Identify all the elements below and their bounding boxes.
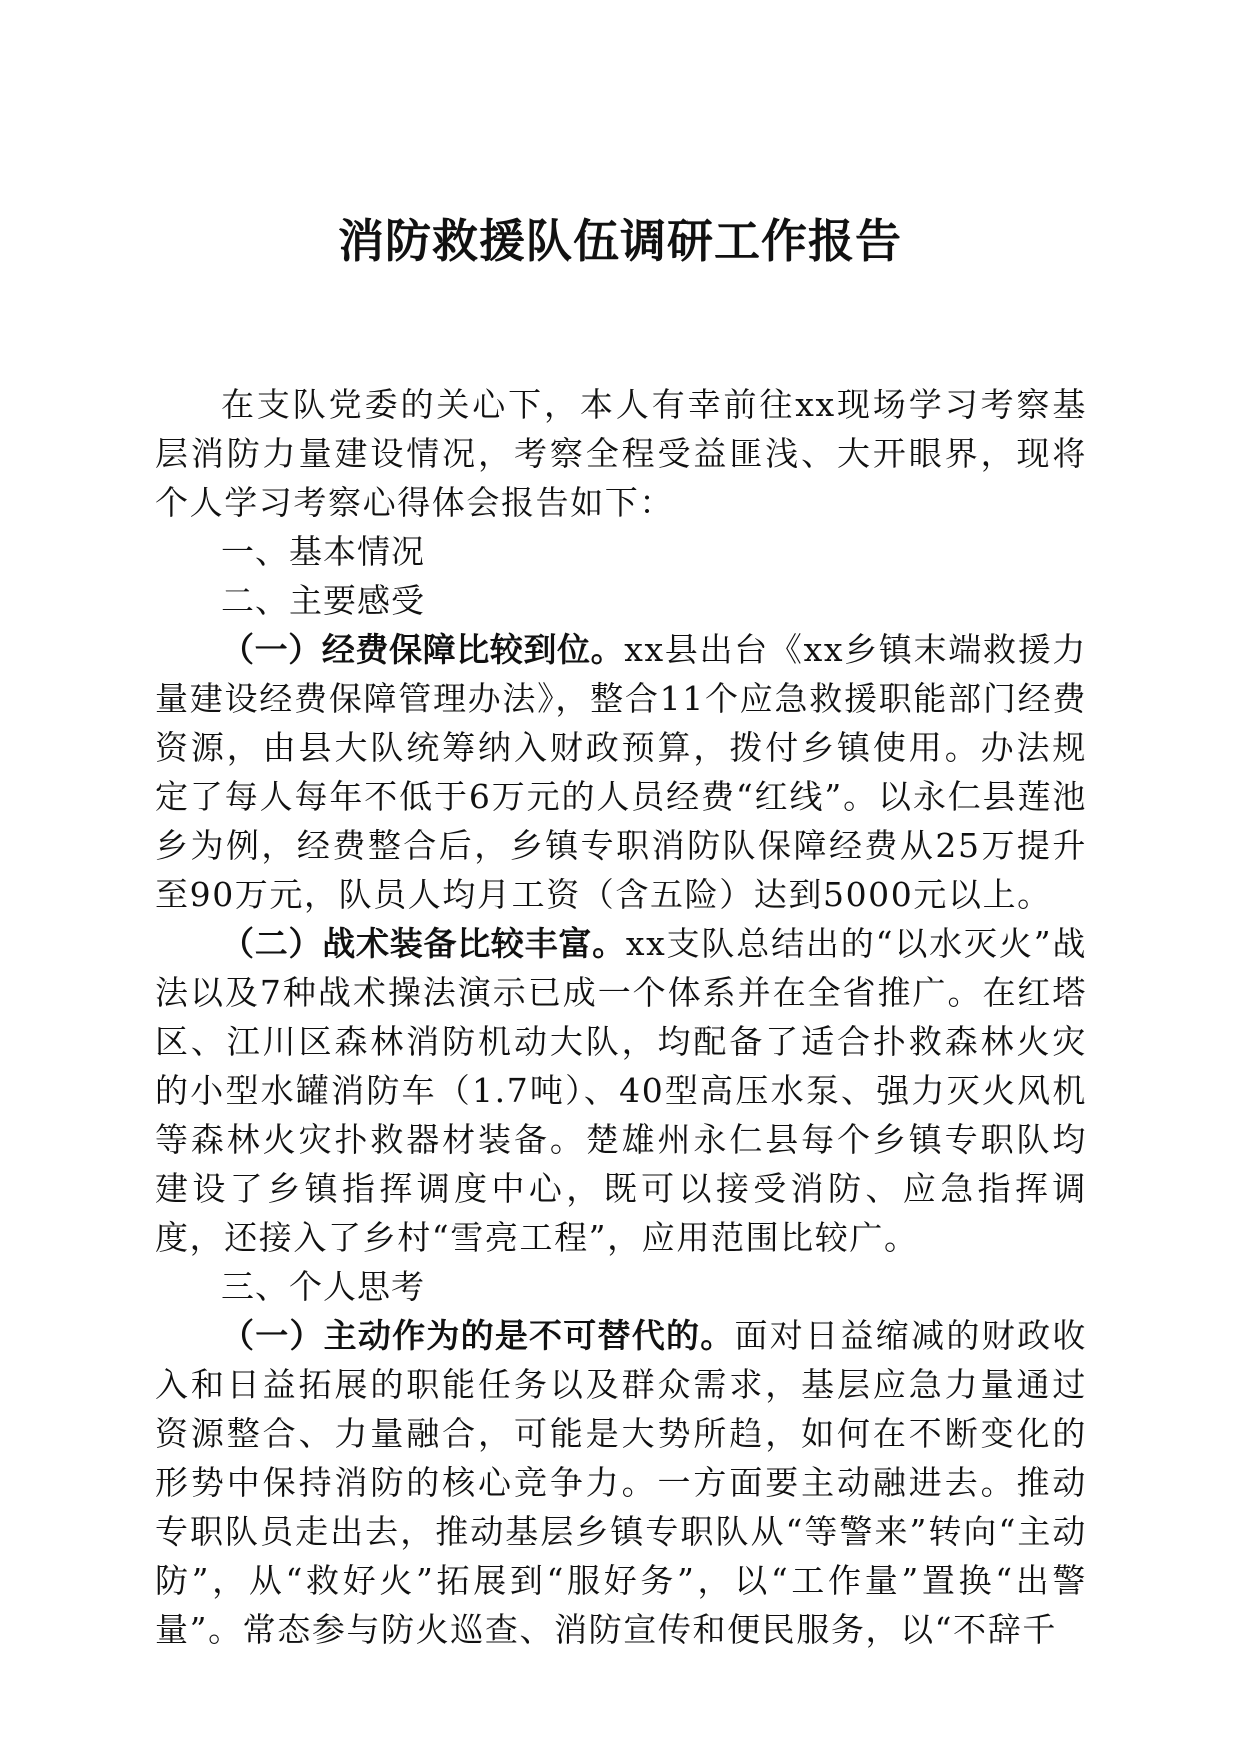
paragraph-initiative xyxy=(155,1311,1087,1654)
paragraph-lead-initiative: （一）主动作为的是不可替代的。 xyxy=(221,1316,735,1355)
document-title: 消防救援队伍调研工作报告 xyxy=(338,214,902,268)
paragraph-text-equipment: xx支队总结出的“以水灭火”战法以及7种战术操法演示已成一个体系并在全省推广。在红塔区、江川区森林消防机动大队，均配备了适合扑救森林火灾的小型水罐消防车（1.7吨）、40型高压水泵、强力灭火风机等森林火灾扑救器材装备。楚雄州永仁县每个乡镇专职队均建设了乡镇指挥调度中心，既可以接受消防、应急指挥调度，还接入了乡村“雪亮工程”，应用范围比较广。 xyxy=(155,924,1088,1257)
paragraph-lead-equipment: （二）战术装备比较丰富。 xyxy=(221,924,626,963)
section-heading-main-impressions: 二、主要感受 xyxy=(221,581,425,620)
section-heading-personal-reflections: 三、个人思考 xyxy=(221,1267,425,1306)
paragraph-lead-funding: （一）经费保障比较到位。 xyxy=(221,630,625,669)
paragraph-text-initiative: 面对日益缩减的财政收入和日益拓展的职能任务以及群众需求，基层应急力量通过资源整合、力量融合，可能是大势所趋，如何在不断变化的形势中保持消防的核心竞争力。一方面要主动融进去。推动专职队员走出去，推动基层乡镇专职队从“等警来”转向“主动防”，从“救好火”拓展到“服好务”，以“工作量”置换“出警量”。常态参与防火巡查、消防宣传和便民服务，以“不辞千 xyxy=(155,1316,1088,1649)
paragraph-funding xyxy=(155,625,1087,919)
paragraph-text-funding: xx县出台《xx乡镇末端救援力量建设经费保障管理办法》，整合11个应急救援职能部门经费资源，由县大队统筹纳入财政预算，拨付乡镇使用。办法规定了每人每年不低于6万元的人员经费“红线”。以永仁县莲池乡为例，经费整合后，乡镇专职消防队保障经费从25万提升至90万元，队员人均月工资（含五险）达到5000元以上。 xyxy=(155,630,1087,914)
intro-paragraph: 在支队党委的关心下，本人有幸前往xx现场学习考察基层消防力量建设情况，考察全程受益匪浅、大开眼界，现将个人学习考察心得体会报告如下： xyxy=(155,385,1087,522)
section-heading-basic-situation: 一、基本情况 xyxy=(221,532,425,571)
document-body xyxy=(155,380,1087,1654)
paragraph-equipment xyxy=(155,919,1087,1262)
